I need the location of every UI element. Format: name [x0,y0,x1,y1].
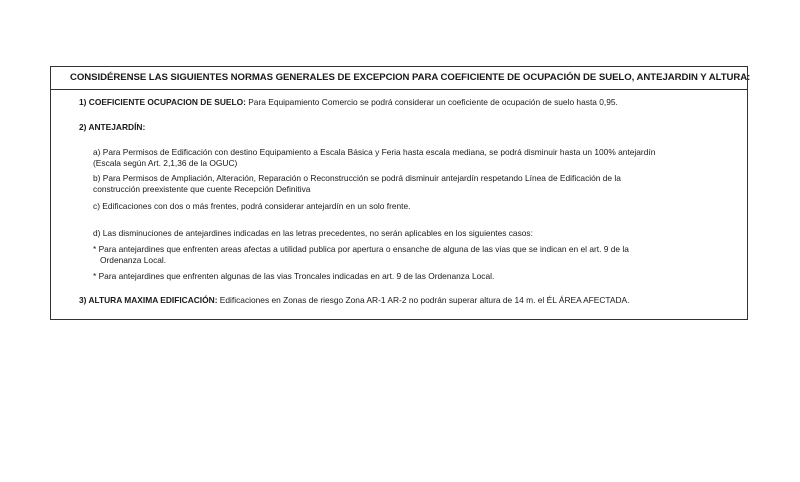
section-1-text: Para Equipamiento Comercio se podrá considerar un coeficiente de ocupación de suelo hasta 0,95. [245,97,618,107]
item-a-line-2: (Escala según Art. 2,1,36 de la OGUC) [93,158,238,168]
section-2-heading: 2) ANTEJARDÍN: [79,122,146,132]
item-b-line-1: b) Para Permisos de Ampliación, Alteración, Reparación o Reconstrucción se podrá disminuir antejardín respetando Línea de Edificación de la [93,173,621,183]
section-3-heading: 3) ALTURA MAXIMA EDIFICACIÓN: [79,295,218,305]
bullet-1-line-1: * Para antejardines que enfrenten areas afectas a utilidad publica por apertura o ensanche de alguna de las vias que se indican en el art. 9 de la [93,244,629,254]
regulations-title: CONSIDÉRENSE LAS SIGUIENTES NORMAS GENERALES DE EXCEPCION PARA COEFICIENTE DE OCUPACIÓN DE SUELO, ANTEJARDIN Y ALTURA: [51,67,747,90]
section-1-occupancy [79,97,618,108]
item-a-line-1: a) Para Permisos de Edificación con destino Equipamiento a Escala Básica y Feria hasta escala mediana, se podrá disminuir hasta un 100% antejardín [93,147,656,157]
bullet-1-line-2: Ordenanza Local. [100,255,167,265]
regulations-body [51,90,747,320]
section-1-heading: 1) COEFICIENTE OCUPACION DE SUELO: [79,97,246,107]
item-d-line: d) Las disminuciones de antejardines indicadas en las letras precedentes, no serán aplicables en los siguientes casos: [93,228,533,238]
item-c-line: c) Edificaciones con dos o más frentes, podrá considerar antejardín en un solo frente. [93,201,411,211]
bullet-2-line: * Para antejardines que enfrenten algunas de las vias Troncales indicadas en art. 9 de las Ordenanza Local. [93,271,495,281]
section-3-text: Edificaciones en Zonas de riesgo Zona AR-1 AR-2 no podrán superar altura de 14 m. el ÉL ÁREA AFECTADA. [217,295,630,305]
section-3-height [79,295,629,306]
item-b-line-2: construcción preexistente que cuente Recepción Definitiva [93,184,311,194]
regulations-box [50,66,751,320]
